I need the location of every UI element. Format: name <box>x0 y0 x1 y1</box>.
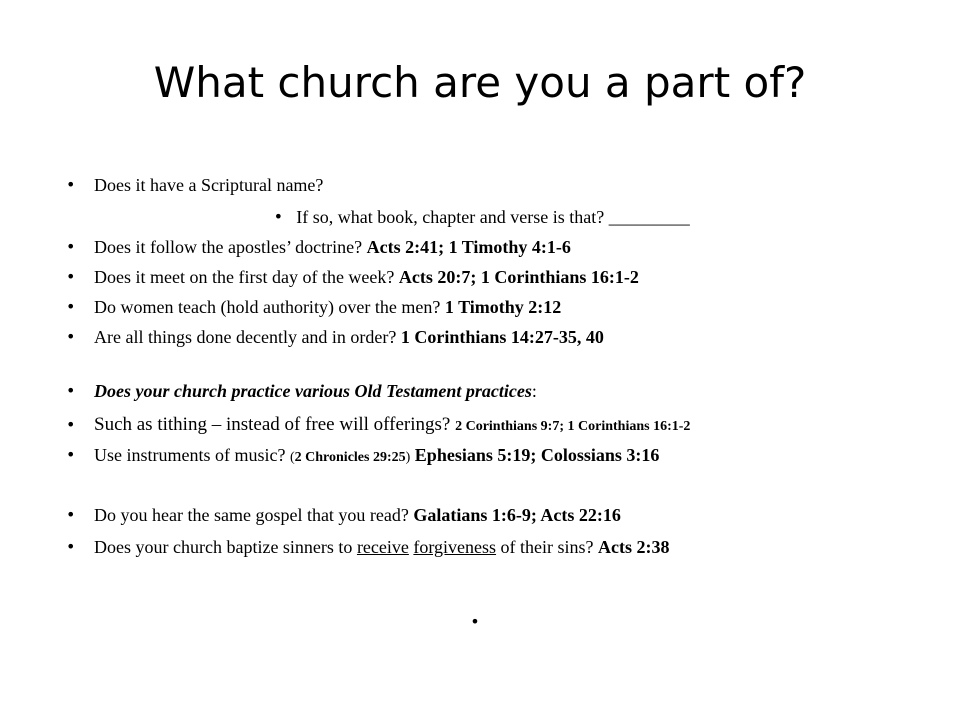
scripture-reference: Galatians 1:6-9; Acts 22:16 <box>413 505 621 525</box>
bullet-icon: • <box>66 175 76 194</box>
bullet-text: Does it follow the apostles’ doctrine? Acts 2:41; 1 Timothy 4:1-6 <box>94 237 571 257</box>
bullet-text: Are all things done decently and in order? 1 Corinthians 14:27-35, 40 <box>94 327 604 347</box>
scripture-reference: Acts 20:7; 1 Corinthians 16:1-2 <box>398 267 639 287</box>
scripture-reference: 1 Timothy 2:12 <box>444 297 562 317</box>
scripture-reference: 1 Corinthians 14:27-35, 40 <box>400 327 604 347</box>
list-item <box>0 206 960 228</box>
bullet-text: If so, what book, chapter and verse is that? _________ <box>296 207 690 227</box>
scripture-reference: 2 Corinthians 9:7; 1 Corinthians 16:1-2 <box>455 419 691 434</box>
bullet-icon: • <box>66 415 76 434</box>
bullet-text: Does your church practice various Old Testament practices: <box>94 381 537 401</box>
scripture-reference: Acts 2:38 <box>598 537 670 557</box>
bullet-text: Do you hear the same gospel that you read? Galatians 1:6-9; Acts 22:16 <box>94 505 621 525</box>
bullet-icon: • <box>66 327 76 346</box>
bullet-text: Such as tithing – instead of free will offerings? 2 Corinthians 9:7; 1 Corinthians 16:1-2 <box>94 414 691 435</box>
bullet-text: Do women teach (hold authority) over the men? 1 Timothy 2:12 <box>94 297 562 317</box>
bullet-icon: • <box>66 381 76 400</box>
bullet-text: Does it meet on the first day of the week? Acts 20:7; 1 Corinthians 16:1-2 <box>94 267 639 287</box>
bullet-icon: • <box>470 612 480 631</box>
bullet-text: Does it have a Scriptural name? <box>94 175 324 195</box>
bullet-icon: • <box>66 537 76 556</box>
bullet-icon: • <box>66 237 76 256</box>
bullet-icon: • <box>66 267 76 286</box>
bullet-icon: • <box>66 445 76 464</box>
closing-question <box>0 594 960 631</box>
scripture-reference-small: 2 Chronicles 29:25 <box>294 450 406 465</box>
bullet-icon: • <box>66 505 76 524</box>
bullet-icon: • <box>66 297 76 316</box>
bullet-text: Does your church baptize sinners to receive forgiveness of their sins? Acts 2:38 <box>94 537 670 557</box>
scripture-reference: Ephesians 5:19; Colossians 3:16 <box>414 445 660 465</box>
slide-title: What church are you a part of? <box>153 58 807 107</box>
bullet-text: Use instruments of music? (2 Chronicles 29:25) Ephesians 5:19; Colossians 3:16 <box>94 445 660 465</box>
scripture-reference: Acts 2:41; 1 Timothy 4:1-6 <box>366 237 571 257</box>
bullet-icon: • <box>273 207 284 226</box>
